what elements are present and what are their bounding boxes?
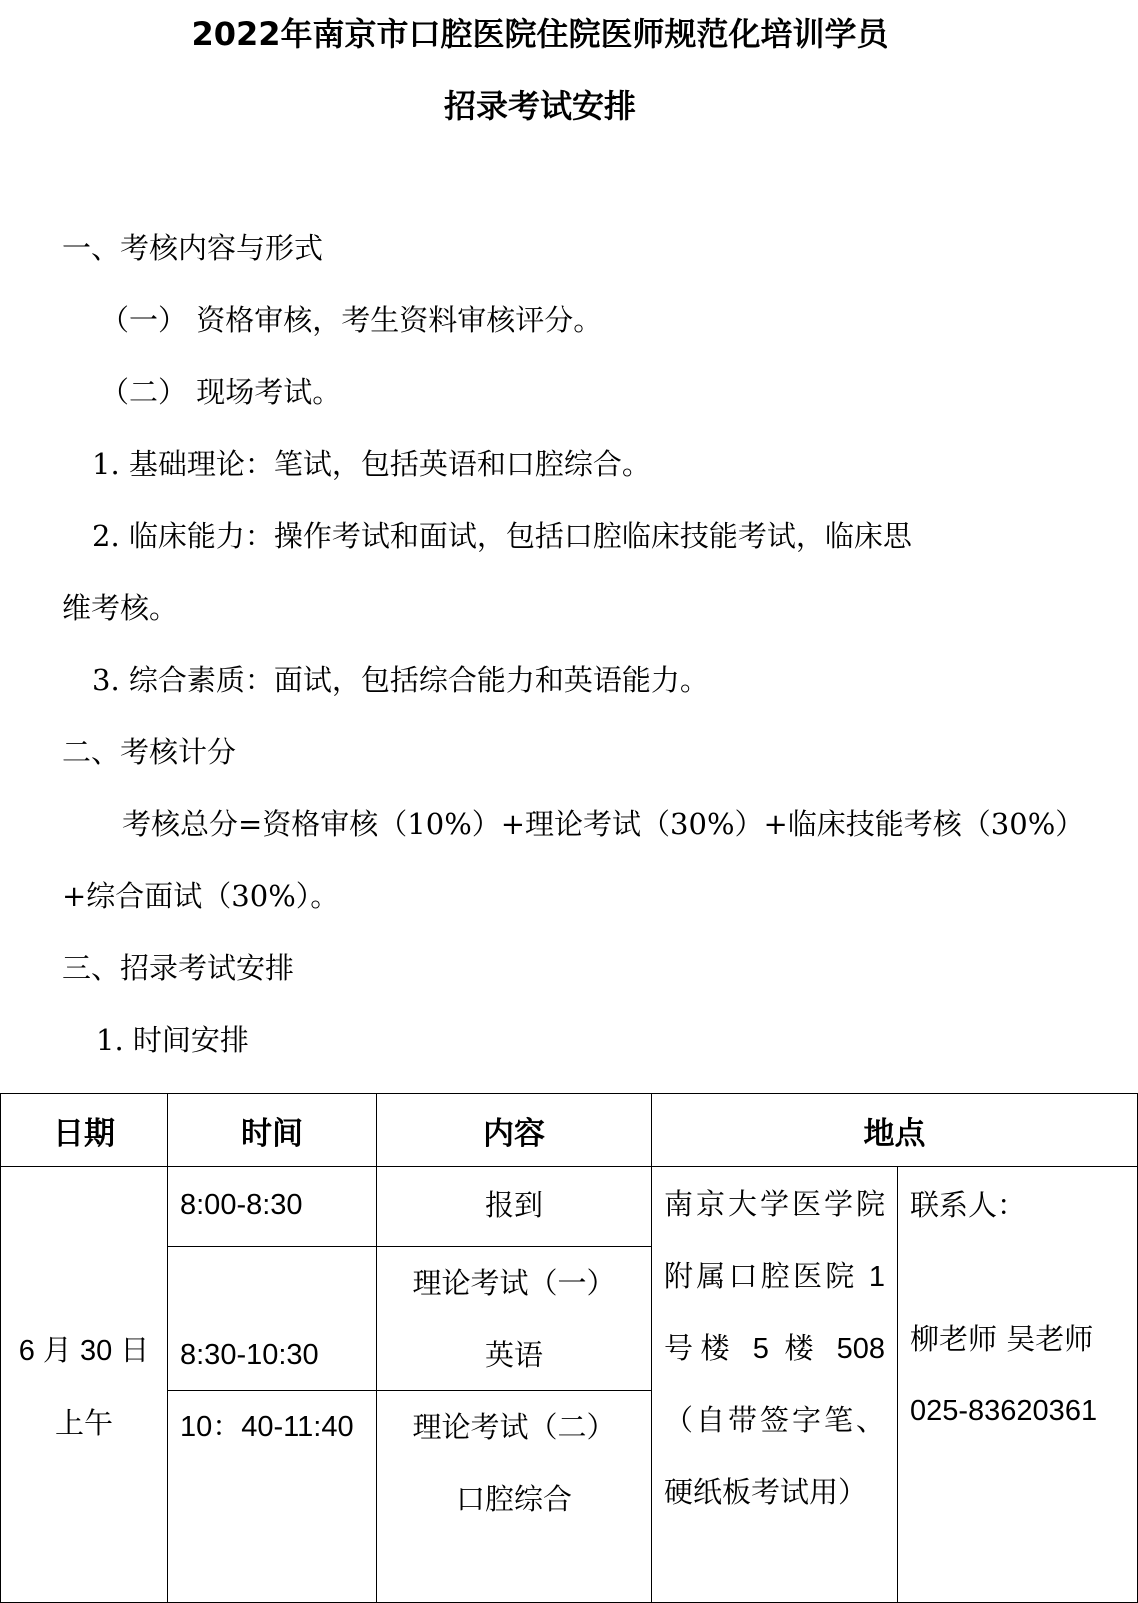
header-location: 地点 (652, 1094, 1138, 1167)
section1-heading: 一、考核内容与形式 (62, 231, 324, 265)
table-row (1, 1167, 1138, 1247)
time-value: 10：40-11:40 (180, 1411, 354, 1443)
date-cell (1, 1167, 168, 1603)
section2-formula-line1: 考核总分=资格审核（10%）+理论考试（30%）+临床技能考核（30%） (122, 807, 1085, 841)
content-line1: 理论考试（一） (412, 1266, 616, 1300)
content-cell (377, 1247, 652, 1391)
content-line2: 口腔综合 (455, 1482, 572, 1516)
date-line1: 6 月 30 日 (18, 1334, 150, 1367)
content-line1: 理论考试（二） (412, 1410, 616, 1444)
time-cell (168, 1247, 377, 1391)
section2-formula-line2: +综合面试（30%）。 (62, 879, 340, 913)
section1-item1: （一） 资格审核，考生资料审核评分。 (100, 303, 603, 337)
content-cell (377, 1391, 652, 1603)
time-cell (168, 1167, 377, 1247)
section1-sub3: 3. 综合素质：面试，包括综合能力和英语能力。 (92, 663, 709, 697)
contact-phone: 025-83620361 (910, 1395, 1098, 1427)
header-time: 时间 (168, 1094, 377, 1167)
contact-label: 联系人： (910, 1188, 1027, 1222)
section1-sub2-line2: 维考核。 (62, 591, 179, 625)
time-cell (168, 1391, 377, 1603)
document-title-line1: 2022年南京市口腔医院住院医师规范化培训学员 (191, 15, 889, 53)
section3-sub1: 1. 时间安排 (96, 1023, 249, 1057)
header-date: 日期 (1, 1094, 168, 1167)
time-value: 8:30-10:30 (180, 1339, 319, 1371)
table-header-row (1, 1094, 1138, 1167)
content-line1: 报到 (484, 1188, 543, 1222)
location-cell (652, 1167, 898, 1603)
time-value: 8:00-8:30 (180, 1189, 303, 1221)
location-text: 南京大学医学院附属口腔医院 1 号楼 5 楼 508（自带签字笔、硬纸板考试用） (664, 1189, 885, 1509)
section3-heading: 三、招录考试安排 (62, 951, 295, 985)
contact-names: 柳老师 吴老师 (910, 1322, 1094, 1356)
content-line2: 英语 (484, 1338, 543, 1372)
section1-sub2-line1: 2. 临床能力：操作考试和面试，包括口腔临床技能考试，临床思 (92, 519, 912, 553)
header-content: 内容 (377, 1094, 652, 1167)
section1-sub1: 1. 基础理论：笔试，包括英语和口腔综合。 (92, 447, 651, 481)
contact-cell (898, 1167, 1138, 1603)
section1-item2: （二） 现场考试。 (100, 375, 342, 409)
schedule-table (0, 1093, 1138, 1603)
content-cell (377, 1167, 652, 1247)
date-line2: 上午 (54, 1405, 113, 1440)
section2-heading: 二、考核计分 (62, 735, 237, 769)
document-title-line2: 招录考试安排 (443, 87, 636, 125)
